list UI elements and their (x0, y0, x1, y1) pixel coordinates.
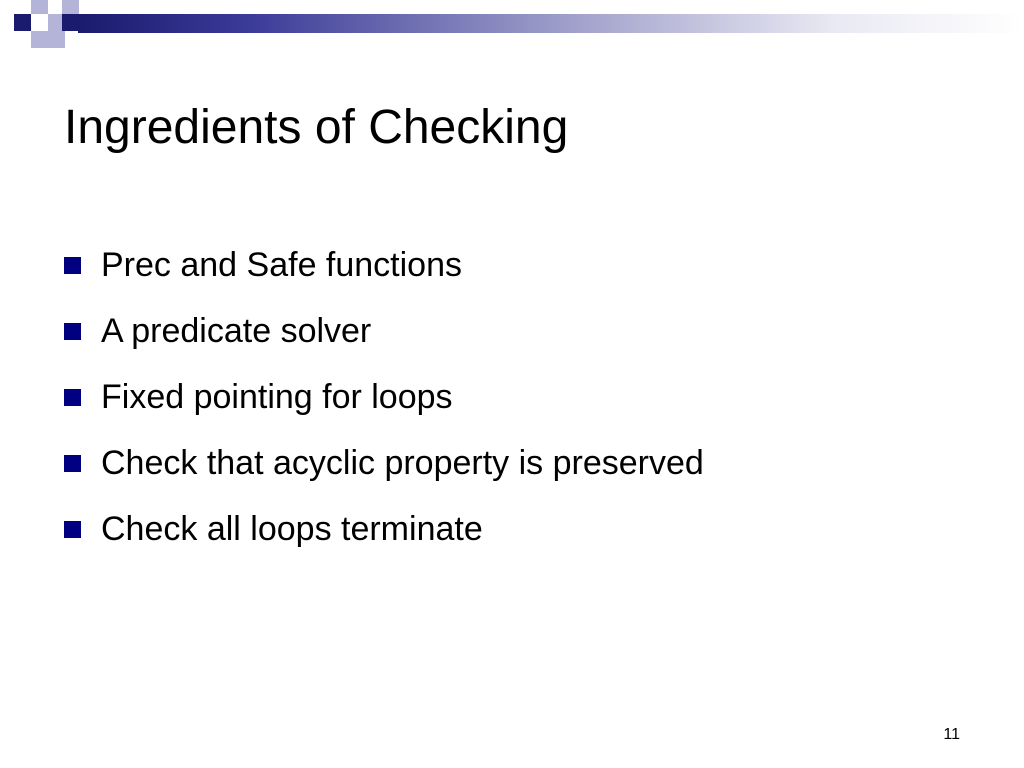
header-gradient-bar (78, 14, 1024, 33)
bullet-item (64, 364, 704, 430)
bullet-item (64, 496, 704, 562)
slide-title: Ingredients of Checking (64, 101, 569, 154)
header-square (48, 31, 65, 48)
square-bullet-icon (64, 389, 81, 406)
header-square (31, 31, 48, 48)
bullet-list (64, 232, 704, 562)
bullet-item (64, 430, 704, 496)
bullet-item (64, 232, 704, 298)
square-bullet-icon (64, 323, 81, 340)
bullet-text: Fixed pointing for loops (101, 377, 453, 416)
header-square (14, 31, 31, 48)
page-number: 11 (943, 726, 960, 743)
bullet-text: Check that acyclic property is preserved (101, 443, 704, 482)
header-square (62, 14, 79, 31)
square-bullet-icon (64, 257, 81, 274)
bullet-item (64, 298, 704, 364)
square-bullet-icon (64, 521, 81, 538)
header-square (31, 14, 48, 31)
bullet-text: A predicate solver (101, 311, 372, 350)
bullet-text: Check all loops terminate (101, 509, 483, 548)
square-bullet-icon (64, 455, 81, 472)
bullet-text: Prec and Safe functions (101, 245, 463, 284)
header-square (14, 14, 31, 31)
